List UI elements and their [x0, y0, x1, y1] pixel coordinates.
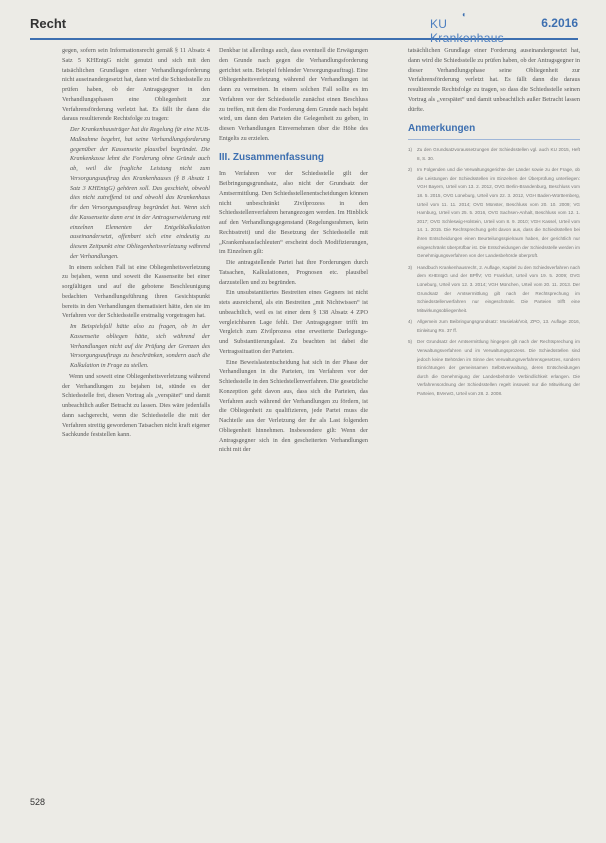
footnote-number: 5) — [408, 339, 413, 345]
footnote-number: 3) — [408, 264, 413, 270]
paragraph: gegen, sofern sein Informationsrecht gemäß § 11 Absatz 4 Satz 5 KHEntgG nicht genutzt und sich mit den tatsächlichen Grundlagen einer Verhandlungsforderung nicht auseinandergesetzt hat, dann wird die Schiedsstelle zu prüfen haben, ob der Antragsgegner in den Verhandlungsphasen eine Obliegenheit zur Verfahrensförderung verletzt hat. Es fällt ihr dann die daraus resultierende Rechtsfolge zu tragen: — [62, 47, 210, 123]
example-paragraph: Im Beispielsfall hätte also zu fragen, ob in der Kassenseite obliegen hätte, sich während der Verhandlungen nicht auf die Prüfung der Grenzen des Versorgungsauftrags zu beschränken, sondern auch die Kalkulation in Frage zu stellen. — [70, 323, 210, 369]
footnote — [408, 318, 580, 335]
paragraph: Eine Beweislastentscheidung hat sich in der Phase der Verhandlungen in die Parteien, im Verfahren vor der Schiedsstelle in den Schiedstellenverfahren. Die gesetzliche Konzeption geht davon aus, dass sich die Parteien, das Verfahren auch während der Verhandlungen zu fördern, ist die Obliegenheit zu qualifizieren, jede Partei muss die Nachteile aus der Verletzung der ihr als Last folgenden Obliegenheit hinnehmen. Insbesondere gilt: Wenn der Antragsgegner sich in den gescheiterten Verhandlungen nicht mit der — [219, 358, 368, 454]
column-left — [62, 46, 210, 441]
column-right — [408, 46, 580, 402]
notes-heading: Anmerkungen — [408, 124, 580, 140]
footnote — [408, 146, 580, 163]
column-middle — [219, 46, 368, 456]
paragraph: Wenn und soweit eine Obliegenheitsverletzung während der Verhandlungen zu bejahen ist, stünde es der Schiedsstelle frei, diesen Vortrag als „verspätet“ und damit unbeachtlich außer Betracht zu lassen. Dies wäre jedenfalls dann sachgerecht, wenn die Schiedsstelle die mit der Verfahren streitig gewordenen Tatsachen nicht kraft eigener Sachkunde feststellen kann. — [62, 372, 210, 439]
paragraph: tatsächlichen Grundlage einer Forderung auseinandergesetzt hat, dann wird die Schiedsstelle zu prüfen haben, ob der Antragsgegner in dieser Verhandlungsphase seine Obliegenheit zur Verfahrensförderung verletzt hat. Es fällt dann die daraus resultierende Rechtsfolge zu tragen, so dass die Schiedsstelle seinen Vortrag als „verspätet“ und damit unbeachtlich außer Betracht lassen dürfte. — [408, 47, 580, 113]
paragraph: In einem solchen Fall ist eine Obliegenheitsverletzung zu bejahen, wenn und soweit die Kassenseite bei einer sorgfältigen und auf die gebotene Beschleunigung bedachten Verhandlungsführung ihren Gesichtspunkt bereits in den Verhandlungen thematisiert hätte, den sie im Verfahren vor der Schiedsstelle erstmalig vorgetragen hat. — [62, 263, 210, 320]
footnote-number: 2) — [408, 167, 413, 173]
section-heading: III. Zusammenfassung — [219, 151, 325, 163]
paragraph: Die antragstellende Partei hat ihre Forderungen durch Tatsachen, Kalkulationen, Prognosen etc. plausibel darzustellen und zu begründen. — [219, 259, 368, 286]
footnote-text: Im Folgenden und die Verwaltungsgerichte der Länder sowie zu der Frage, ob die Leistungen der Schiedsstellen im Einzelnen der Überprüfung unterliegen: VGH Bayern, Urteil vom 13. 2. 2012, OVG Berlin-Brandenburg, Beschluss vom 18. 5. 2015, OVG Lüneburg, Urteil vom 22. 3. 2012, VGH Baden-Württemberg, Urteil vom 11. 11. 2014; OVG Münster, Beschluss vom 20. 10. 2009; VG Hamburg, Urteil vom 25. 5. 2016, OVG Sachsen-Anhalt, Beschluss vom 12. 1. 2017; OVG Schleswig-Holstein, Urteil vom 8. 9. 2010; VGH Kassel, Urteil vom 14. 1. 2015. Die Rechtsprechung geht davon aus, dass die Schiedsstellen bei ihren Entscheidungen einen Beurteilungsspielraum haben, der gerichtlich nur eingeschränkt überprüfbar ist. Die Entscheidungen der Schiedsstelle werden im Genehmigungsverfahren von der Landesbehörde überprüft. — [417, 167, 580, 259]
paragraph: Im Verfahren vor der Schiedsstelle gilt der Beibringungsgrundsatz, also nicht der Grundsatz der Amtsermittlung. Den Schiedsstellenentscheidungen können nicht unbeschränkt Zivilprozess in den Schiedsstellenverfahren herangezogen werden. Im Hinblick auf den Verhandlungsgegenstand (Regelungsrahmen, kein Rechtsstreit) und die Besetzung der Schiedsstelle mit „Krankenhausfachleuten“ erscheint doch Modifizierungen, im Einzelnen gilt: — [219, 170, 368, 256]
footnote-text: Handbuch Krankenhausrecht, 2. Auflage, Kapitel zu den Schiedsverfahren nach dem KHEntgG und der BPflV; VG Frankfurt, Urteil vom 19. 5. 2009; OVG Lüneburg, Urteil vom 12. 3. 2014; VGH München, Urteil vom 20. 11. 2013. Der Grundsatz der Amtsermittlung gilt nach der Rechtsprechung im Schiedsstellenverfahren nur eingeschränkt. Die Parteien trifft eine Mitwirkungsobliegenheit. — [417, 264, 580, 313]
page-header — [30, 10, 578, 45]
footnote — [408, 166, 580, 261]
logo-mark-icon: ◐ — [462, 10, 467, 19]
notes-list — [408, 146, 580, 399]
footnote — [408, 264, 580, 316]
footnote-number: 4) — [408, 319, 413, 325]
footnote-text: Der Grundsatz der Amtsermittlung hingegen gilt nach der Rechtsprechung im Verwaltungsverfahren und im Verwaltungsprozess. Die Schiedsstellen sind jedoch keine Behörden im Sinne des Verwaltungsverfahrensgesetzes, sondern Einrichtungen der gemeinsamen Selbstverwaltung, deren Entscheidungen durch die Genehmigung der Landesbehörde Verbindlichkeit erlangen. Die Verfahrensordnung der Schiedsstellen regelt insoweit nur die Mitwirkung der Parteien, BVerwG, Urteil vom 28. 2. 2008. — [417, 339, 580, 397]
issue-number: 6.2016 — [541, 16, 578, 30]
logo-text: KU Krankenhaus — [430, 17, 505, 45]
footnote-text: Allgemein zum Beibringungsgrundsatz: Musielak/Voit, ZPO, 13. Auflage 2016, Einleitung Rn. 37 ff. — [417, 319, 580, 333]
section-label: Recht — [30, 16, 67, 31]
footnote-text: Zu den Grundsatzvoraussetzungen der Schiedsstellen vgl. auch KU 2015, Heft 8, S. 30. — [417, 147, 580, 161]
footnote-number: 1) — [408, 147, 413, 152]
paragraph: Denkbar ist allerdings auch, dass eventuell die Erwägungen den Grunde nach gegen die Verhandlungsforderung gerichtet sein. Beispiel fehlender Versorgungsauftrag). Eine Obliegenheitsverletzung während der Verhandlungen ist dann zu verneinen. In einem solchen Fall sollte es im Verfahren vor der Schiedsstelle zunächst einen Beschluss zu treffen, mit dem die Forderung dem Grunde nach bejaht wird, um dann den Parteien die Gelegenheit zu geben, in diesen Verhandlungen Einvernehmen über die Höhe des Entgelts zu erzielen. — [219, 47, 368, 142]
page-number: 528 — [30, 797, 46, 807]
paragraph: Ein unsubstantiiertes Bestreiten eines Gegners ist nicht stets ausreichend, als ein Bestreiten „mit Nichtwissen“ ist unbeachtlich, weil es ist einer dem § 138 Absatz 4 ZPO vergleichbaren Lage fehlt. Der Antragsgegner trifft im Vergleich zum Zivilprozess eine erweiterte Darlegungs- und Substantiierungslast. Zu beachten ist dabei die Vertragssituation der Parteien. — [219, 289, 368, 355]
magazine-logo — [430, 10, 520, 45]
footnote — [408, 338, 580, 398]
example-paragraph: Der Krankenhausträger hat die Regelung für eine NUB-Maßnahme begehrt, hat seine Verhandlungsforderung gegenüber der Kassenseite plausibel begründet. Die Krankenkasse lehnt die Forderung ohne Gründe auch ab, weil die fragliche Leistung nicht zum Versorgungsauftrag des Krankenhauses (§ 8 Absatz 1 Satz 3 KHEntgG) gehören soll. Das geschieht, obwohl dies nicht zutreffend ist und obwohl das Krankenhaus ihr den Versorgungsauftrag begründet hat. Wenn sich die Kassenseite dann erst in der Antragserwiderung mit einzelnen Elementen der Entgeltkalkulation auseinandersetzt, offenbart sich eine eindeutig zu diesem Zeitpunkt eine Obliegenheitsverletzung während der Verhandlungen. — [70, 126, 210, 260]
